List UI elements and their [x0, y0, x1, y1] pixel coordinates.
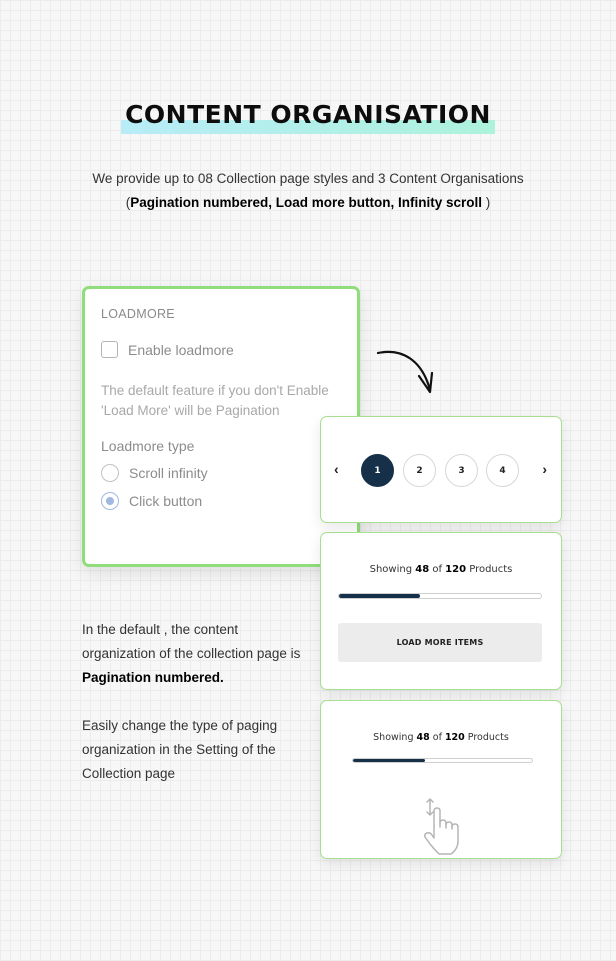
- subtitle: [0, 167, 616, 215]
- page-title: CONTENT ORGANISATION: [125, 100, 491, 129]
- enable-loadmore-checkbox[interactable]: [101, 341, 118, 358]
- click-button-radio[interactable]: [101, 492, 119, 510]
- progress-bar: [352, 758, 533, 763]
- progress-fill: [339, 594, 420, 598]
- subtitle-bold: Pagination numbered, Load more button, Infinity scroll: [130, 195, 482, 210]
- chevron-left-icon[interactable]: ‹: [334, 461, 339, 477]
- scroll-hand-icon: [420, 797, 464, 857]
- progress-fill: [353, 759, 425, 762]
- total-count: 120: [445, 564, 467, 575]
- subtitle-close-paren: ): [482, 195, 491, 210]
- default-description-text: In the default , the content organization of the collection page is: [82, 622, 301, 661]
- option-scroll-infinity[interactable]: [101, 464, 208, 482]
- settings-heading: LOADMORE: [101, 307, 175, 321]
- curved-arrow-icon: [374, 346, 436, 398]
- chevron-right-icon[interactable]: ›: [542, 461, 547, 477]
- option-click-button[interactable]: [101, 492, 202, 510]
- loadmore-settings-panel: [82, 286, 360, 567]
- page-button-2[interactable]: 2: [403, 454, 436, 487]
- title-wrap: [0, 100, 616, 129]
- showing-suffix: Products: [466, 564, 513, 575]
- default-description: [82, 618, 302, 690]
- scroll-infinity-radio[interactable]: [101, 464, 119, 482]
- click-button-label: Click button: [129, 493, 203, 509]
- showing-count-text: [321, 564, 561, 575]
- showing-of: of: [429, 564, 446, 575]
- load-more-button[interactable]: LOAD MORE ITEMS: [338, 623, 542, 662]
- loadmore-demo-card: [320, 532, 562, 690]
- pagination-demo-card: [320, 416, 562, 523]
- change-description: Easily change the type of paging organization in the Setting of the Collection page: [82, 718, 278, 781]
- progress-bar: [338, 593, 542, 599]
- default-description-bold: Pagination numbered.: [82, 670, 224, 685]
- page-button-1[interactable]: 1: [361, 454, 394, 487]
- enable-loadmore-row[interactable]: [101, 341, 234, 358]
- showing-of: of: [429, 732, 445, 743]
- infinity-scroll-demo-card: [320, 700, 562, 859]
- shown-count: 48: [416, 732, 430, 743]
- shown-count: 48: [415, 564, 430, 575]
- loadmore-type-label: Loadmore type: [101, 438, 195, 454]
- subtitle-line-1: We provide up to 08 Collection page styles and 3 Content Organisations: [92, 171, 524, 186]
- scroll-infinity-label: Scroll infinity: [129, 465, 208, 481]
- showing-suffix: Products: [464, 732, 509, 743]
- page-button-4[interactable]: 4: [486, 454, 519, 487]
- page-button-3[interactable]: 3: [445, 454, 478, 487]
- total-count: 120: [444, 732, 465, 743]
- showing-count-text: [321, 732, 561, 743]
- subtitle-open-paren: (: [125, 195, 131, 210]
- showing-prefix: Showing: [369, 564, 416, 575]
- showing-prefix: Showing: [373, 732, 417, 743]
- settings-description: The default feature if you don't Enable 'Load More' will be Pagination: [101, 383, 329, 418]
- subtitle-line-2: [0, 191, 616, 215]
- enable-loadmore-label: Enable loadmore: [128, 341, 234, 358]
